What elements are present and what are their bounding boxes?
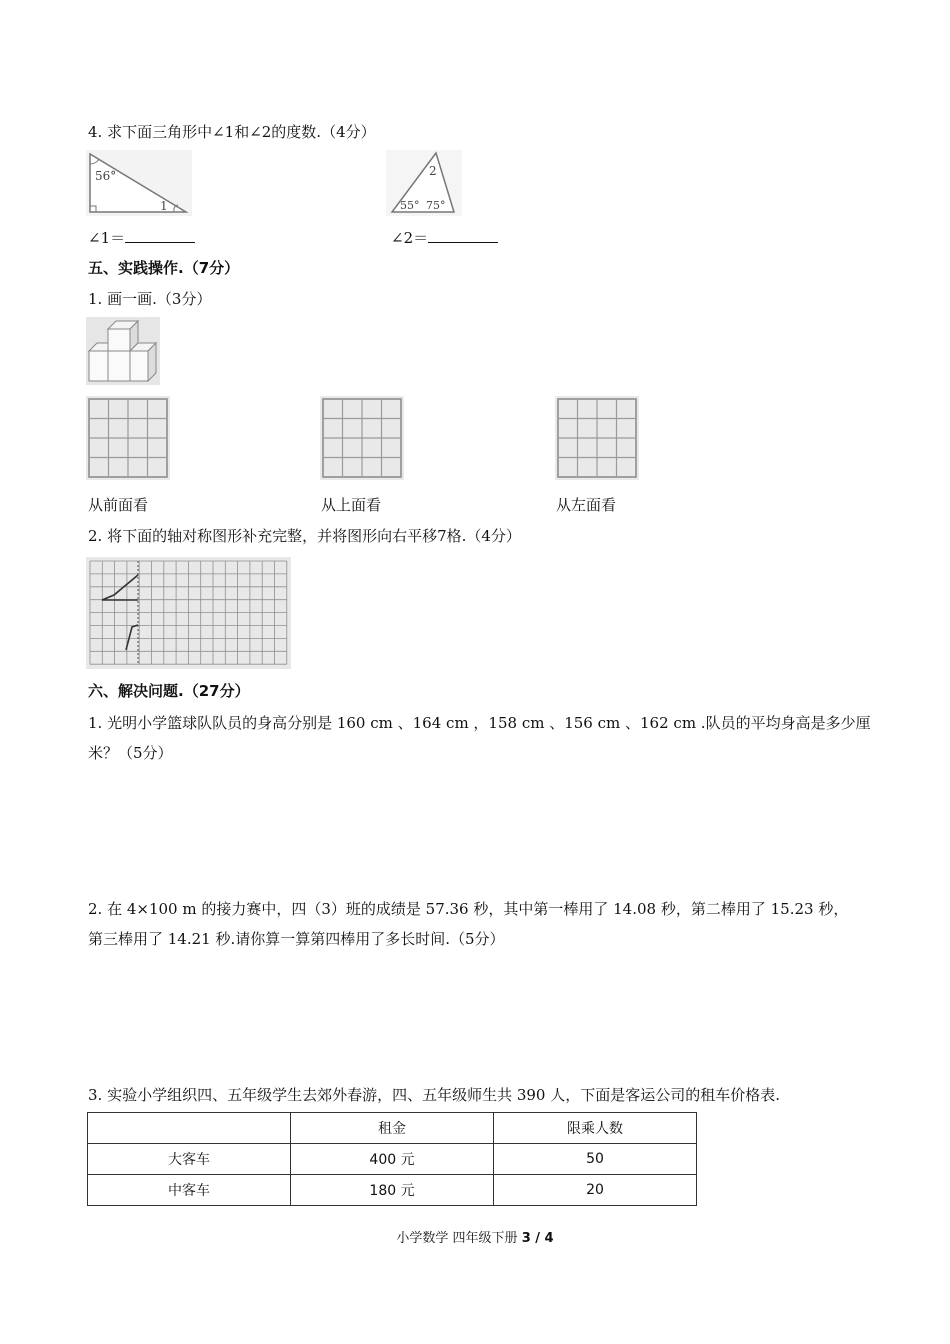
- answer-angle-1-label: ∠1＝: [88, 229, 126, 247]
- table-cell: 400 元: [291, 1144, 494, 1175]
- triangle-1-figure: [86, 150, 192, 216]
- page-footer: [0, 1227, 950, 1246]
- fare-table: [87, 1112, 697, 1206]
- grid-left-view[interactable]: [555, 396, 639, 480]
- table-header-cell: 限乘人数: [494, 1113, 697, 1144]
- tri1-angle-56: 56°: [95, 169, 117, 183]
- grid-top-view[interactable]: [320, 396, 404, 480]
- section-6-q1-line1: 1. 光明小学篮球队队员的身高分别是 160 cm 、164 cm ，158 cm 、156 cm 、162 cm .队员的平均身高是多少厘: [88, 714, 871, 732]
- footer-text: 小学数学 四年级下册: [396, 1231, 522, 1246]
- section-5-q2: 2. 将下面的轴对称图形补充完整，并将图形向右平移7格.（4分）: [88, 527, 521, 545]
- table-cell: 中客车: [88, 1175, 291, 1206]
- answer-angle-1: [88, 228, 195, 248]
- table-cell: 180 元: [291, 1175, 494, 1206]
- footer-page-number: 3 / 4: [521, 1231, 554, 1246]
- q4-prompt: 4. 求下面三角形中∠1和∠2的度数.（4分）: [88, 123, 376, 141]
- caption-top-view: 从上面看: [321, 496, 382, 514]
- section-5-q1: 1. 画一画.（3分）: [88, 290, 212, 308]
- symmetry-grid-figure[interactable]: [86, 557, 291, 669]
- table-header-cell: [88, 1113, 291, 1144]
- tri2-angle-75: 75°: [426, 199, 446, 212]
- section-5-title: 五、实践操作.（7分）: [88, 259, 240, 277]
- triangle-2-figure: [386, 150, 462, 216]
- cubes-figure: [86, 317, 160, 385]
- table-row: [88, 1144, 697, 1175]
- table-cell: 大客车: [88, 1144, 291, 1175]
- answer-angle-2-blank[interactable]: [428, 228, 498, 243]
- tri2-label-2: 2: [429, 164, 437, 178]
- table-cell: 20: [494, 1175, 697, 1206]
- tri2-angle-55: 55°: [400, 199, 420, 212]
- section-6-q2-line2: 第三棒用了 14.21 秒.请你算一算第四棒用了多长时间.（5分）: [88, 930, 505, 948]
- answer-angle-1-blank[interactable]: [125, 228, 195, 243]
- section-6-title: 六、解决问题.（27分）: [88, 682, 250, 700]
- tri1-label-1: 1: [160, 199, 168, 213]
- table-header-cell: 租金: [291, 1113, 494, 1144]
- table-row: [88, 1175, 697, 1206]
- caption-front-view: 从前面看: [88, 496, 149, 514]
- section-6-q2-line1: 2. 在 4×100 m 的接力赛中，四（3）班的成绩是 57.36 秒，其中第一棒用了 14.08 秒，第二棒用了 15.23 秒，: [88, 900, 849, 918]
- caption-left-view: 从左面看: [556, 496, 617, 514]
- answer-angle-2-label: ∠2＝: [391, 229, 429, 247]
- grid-front-view[interactable]: [86, 396, 170, 480]
- section-6-q3-line1: 3. 实验小学组织四、五年级学生去郊外春游，四、五年级师生共 390 人，下面是客运公司的租车价格表.: [88, 1086, 781, 1104]
- section-6-q1-line2: 米？（5分）: [88, 744, 173, 762]
- table-header-row: [88, 1113, 697, 1144]
- table-cell: 50: [494, 1144, 697, 1175]
- answer-angle-2: [391, 228, 498, 248]
